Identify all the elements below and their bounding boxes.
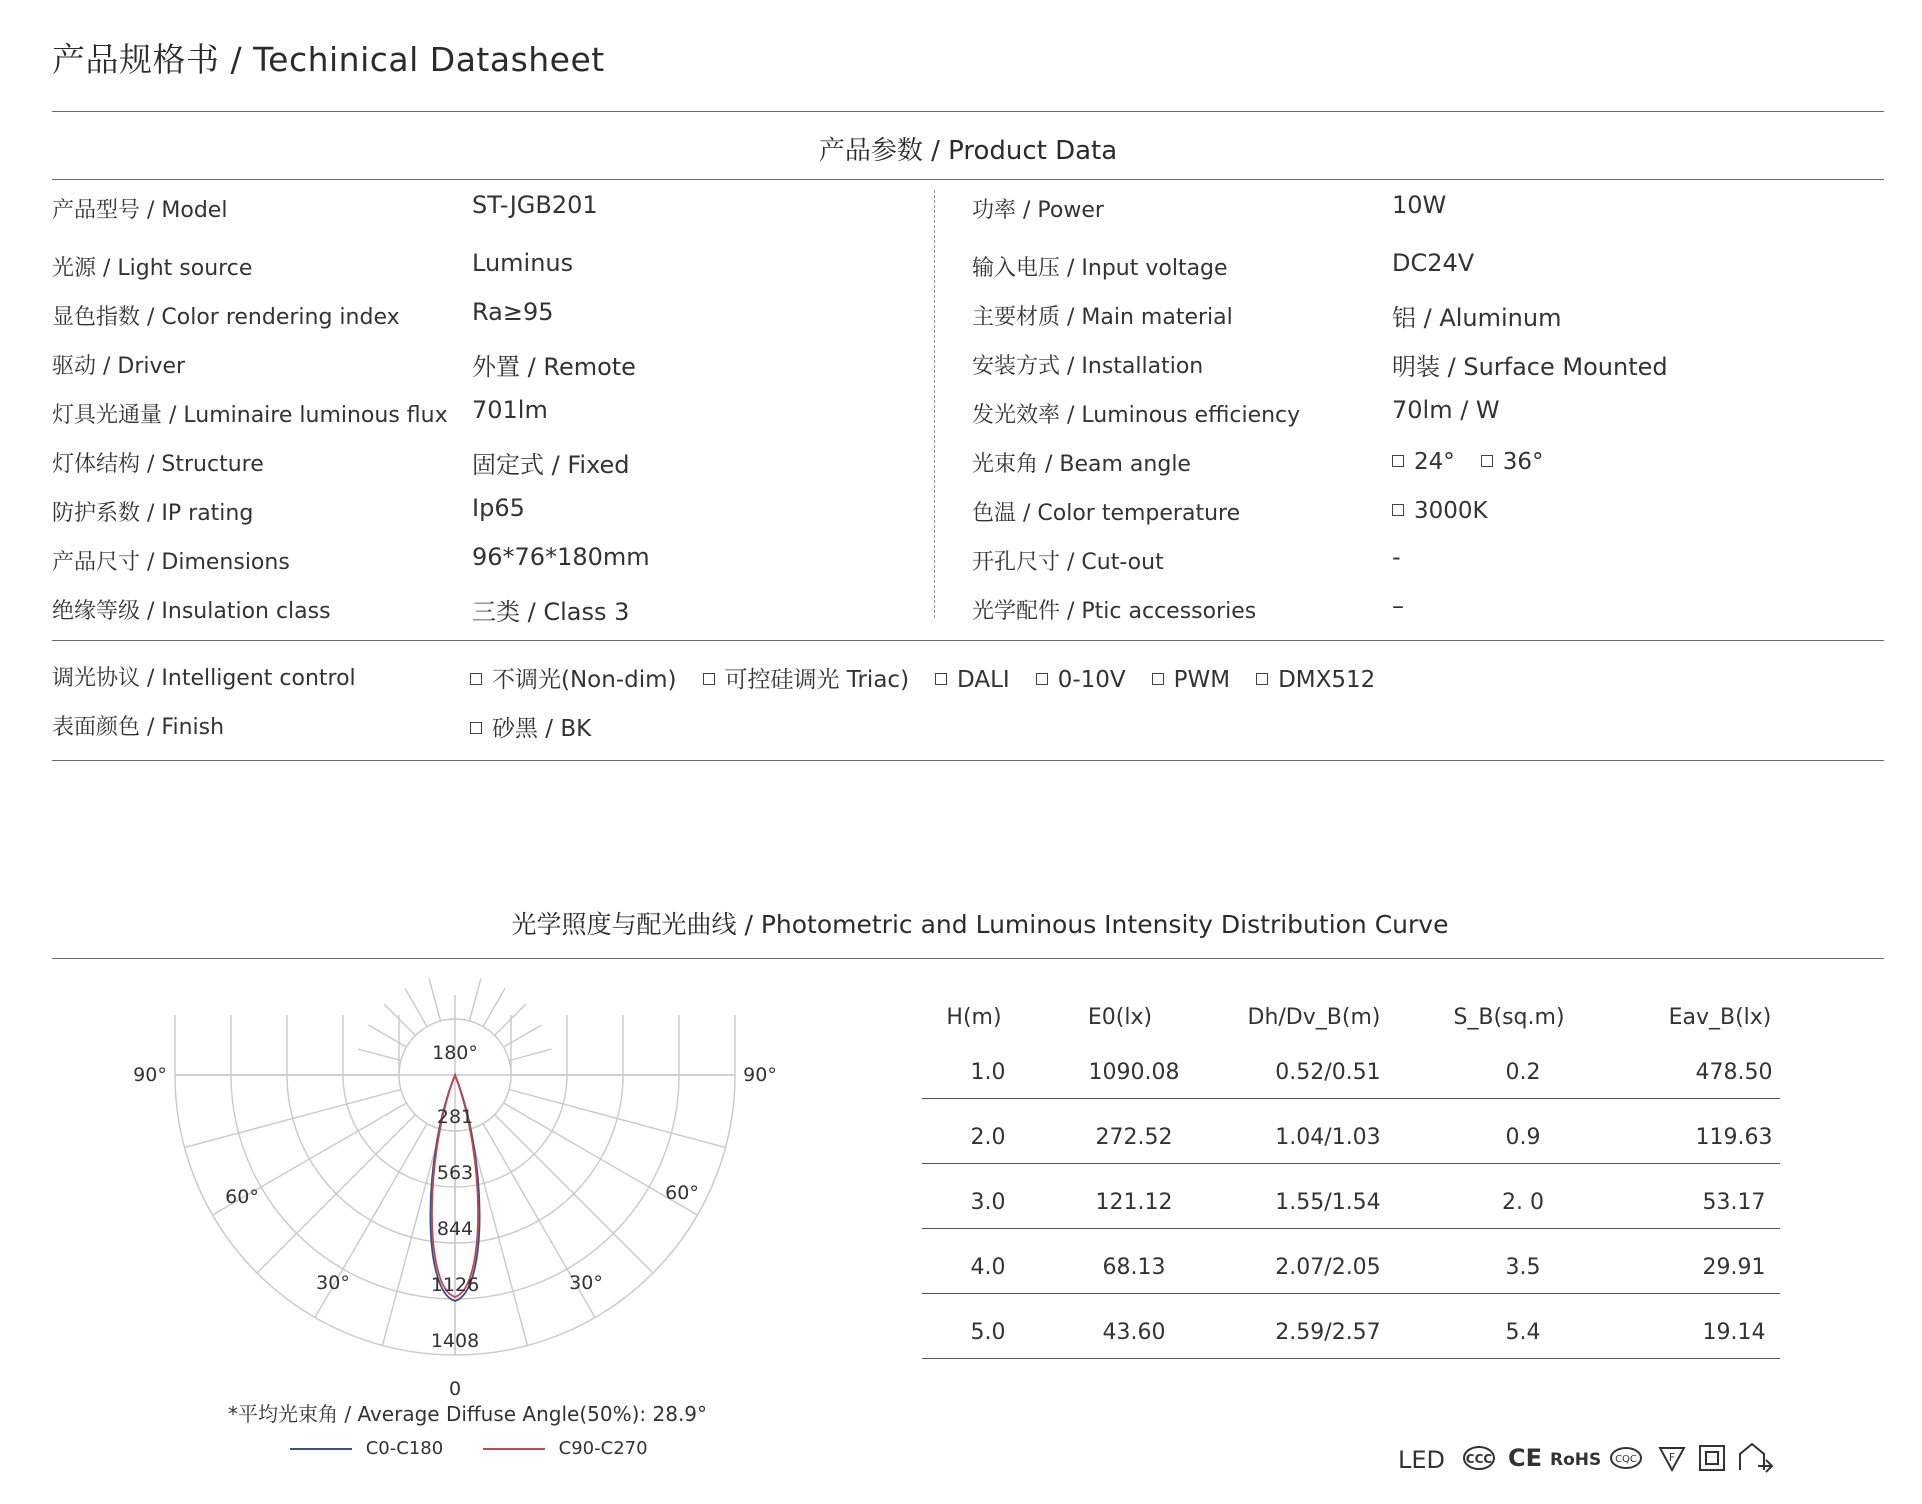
angle-label: 60° [665, 1182, 699, 1204]
grid-spoke [483, 988, 505, 1026]
color-temp-options [1392, 498, 1514, 524]
ring-label: 1126 [430, 1274, 480, 1296]
ring-label: 844 [436, 1218, 474, 1240]
table-cell: 1.0 [970, 1060, 1006, 1085]
grid-spoke [495, 1004, 526, 1035]
left-spec-value: Luminus [472, 249, 574, 277]
right-spec-label: 色温 / Color temperature [972, 501, 1241, 526]
left-spec-value: Ip65 [472, 494, 525, 522]
option-label: PWM [1173, 667, 1231, 693]
control-options [470, 661, 1401, 694]
checkbox [1392, 504, 1404, 516]
table-header-cell: S_B(sq.m) [1453, 1005, 1565, 1030]
grid-spoke [384, 1004, 415, 1035]
angle-label: 30° [569, 1272, 603, 1294]
beam-angle-options [1392, 449, 1570, 475]
angle-label: 30° [316, 1272, 350, 1294]
right-spec-label: 安装方式 / Installation [972, 354, 1204, 379]
option-label: 24° [1414, 449, 1455, 475]
svg-text:CQC: CQC [1615, 1454, 1637, 1465]
grid-spoke [509, 1049, 552, 1060]
right-spec-value: 10W [1392, 191, 1447, 219]
option-label: 0-10V [1057, 667, 1126, 693]
table-cell: 53.17 [1702, 1190, 1766, 1215]
angle-label: 180° [432, 1042, 478, 1064]
diffuse-angle-note: *平均光束角 / Average Diffuse Angle(50%): 28.9° [228, 1402, 708, 1426]
cert-icons [1398, 1440, 1778, 1476]
ring-label: 1408 [430, 1330, 480, 1352]
right-spec-value: DC24V [1392, 249, 1475, 277]
table-cell: 0.2 [1505, 1060, 1541, 1085]
left-spec-label: 产品尺寸 / Dimensions [52, 550, 290, 575]
angle-label: 90° [743, 1064, 777, 1086]
finish-label: 表面颜色 / Finish [52, 715, 225, 740]
page-title: 产品规格书 / Techinical Datasheet [52, 40, 605, 79]
cqc-icon [1611, 1448, 1641, 1468]
table-cell: 478.50 [1695, 1060, 1773, 1085]
left-spec-value: 外置 / Remote [472, 353, 636, 381]
table-cell: 1.55/1.54 [1275, 1190, 1381, 1215]
divider [52, 179, 1884, 180]
photometric-title: 光学照度与配光曲线 / Photometric and Luminous Intensity Distribution Curve [511, 910, 1449, 939]
divider [52, 640, 1884, 641]
table-header-cell: H(m) [946, 1005, 1002, 1030]
left-spec-label: 显色指数 / Color rendering index [52, 305, 400, 330]
ce-icon [1508, 1444, 1542, 1472]
left-spec-label: 防护系数 / IP rating [52, 501, 254, 526]
product-data-title: 产品参数 / Product Data [818, 136, 1118, 166]
left-spec-label: 光源 / Light source [52, 256, 253, 281]
checkbox [470, 722, 482, 734]
table-row [922, 1117, 1780, 1164]
led-mark: LED [1398, 1446, 1446, 1474]
left-spec-value: 固定式 / Fixed [472, 451, 630, 479]
table-row [922, 1052, 1780, 1099]
option [470, 661, 677, 694]
right-spec-value: – [1392, 592, 1404, 620]
grid-spoke [405, 988, 427, 1026]
class-ii-icon [1700, 1446, 1724, 1470]
grid-spoke [358, 1049, 401, 1060]
divider [52, 760, 1884, 761]
right-spec-value: - [1392, 543, 1401, 571]
left-spec-label: 绝缘等级 / Insulation class [52, 599, 331, 624]
svg-text:RoHS: RoHS [1550, 1450, 1602, 1470]
option [1481, 449, 1544, 475]
f-mark-icon [1660, 1448, 1684, 1470]
left-spec-value: 701lm [472, 396, 548, 424]
chart-legend [290, 1438, 648, 1459]
left-spec-value: ST-JGB201 [472, 191, 598, 219]
table-cell: 5.0 [970, 1320, 1006, 1345]
certification-marks [1398, 1440, 1778, 1476]
right-spec-label: 开孔尺寸 / Cut-out [972, 550, 1164, 575]
legend-label-c90: C90-C270 [558, 1438, 648, 1459]
checkbox [1152, 673, 1164, 685]
divider [52, 958, 1884, 959]
table-cell: 119.63 [1695, 1125, 1773, 1150]
right-spec-value: 70lm / W [1392, 396, 1500, 424]
table-cell: 68.13 [1102, 1255, 1166, 1280]
finish-options [470, 710, 617, 743]
grid-spoke [495, 1115, 653, 1273]
table-cell: 5.4 [1505, 1320, 1541, 1345]
angle-label: 60° [225, 1186, 259, 1208]
legend-label-c0: C0-C180 [365, 1438, 444, 1459]
option-label: 3000K [1414, 498, 1488, 524]
table-cell: 2. 0 [1502, 1190, 1544, 1215]
option [1392, 449, 1455, 475]
table-cell: 4.0 [970, 1255, 1006, 1280]
left-spec-value: Ra≥95 [472, 298, 554, 326]
option [470, 710, 591, 743]
grid-spoke [257, 1115, 415, 1273]
svg-text:CE: CE [1508, 1444, 1543, 1472]
table-cell: 272.52 [1095, 1125, 1173, 1150]
ring-label: 281 [436, 1106, 474, 1128]
left-spec-label: 驱动 / Driver [52, 354, 186, 379]
table-cell: 1090.08 [1088, 1060, 1180, 1085]
checkbox [1481, 455, 1493, 467]
grid-spoke [503, 1025, 541, 1047]
table-cell: 121.12 [1095, 1190, 1173, 1215]
table-row [922, 1312, 1780, 1359]
divider [52, 111, 1884, 112]
table-row [922, 1247, 1780, 1294]
grid-spoke [509, 1089, 725, 1147]
table-header-cell: Eav_B(lx) [1668, 1005, 1772, 1030]
indoor-use-icon [1740, 1444, 1772, 1472]
table-header-cell: E0(lx) [1087, 1005, 1153, 1030]
grid-spoke [429, 978, 440, 1021]
left-spec-value: 三类 / Class 3 [472, 598, 630, 626]
option [1152, 667, 1230, 693]
left-spec-value: 96*76*180mm [472, 543, 650, 571]
control-label: 调光协议 / Intelligent control [52, 666, 356, 691]
table-cell: 2.59/2.57 [1275, 1320, 1381, 1345]
right-spec-label: 光束角 / Beam angle [972, 452, 1191, 477]
option [1256, 667, 1375, 693]
option-label: DMX512 [1278, 667, 1376, 693]
option-label: 36° [1502, 449, 1544, 475]
table-cell: 43.60 [1102, 1320, 1166, 1345]
option-label: 可控硅调光 Triac) [724, 667, 910, 693]
rohs-icon [1550, 1450, 1601, 1470]
option [935, 667, 1010, 693]
ring-label: 563 [436, 1162, 474, 1184]
table-header-cell: Dh/Dv_B(m) [1247, 1005, 1381, 1030]
grid-spoke [469, 978, 480, 1021]
checkbox [1392, 455, 1404, 467]
ccc-icon [1464, 1447, 1494, 1469]
angle-label: 90° [133, 1064, 167, 1086]
table-cell: 3.0 [970, 1190, 1006, 1215]
option [1036, 667, 1126, 693]
checkbox [1036, 673, 1048, 685]
right-spec-label: 功率 / Power [972, 198, 1104, 223]
option [703, 661, 910, 694]
grid-spoke [185, 1089, 401, 1147]
right-spec-value: 铝 / Aluminum [1392, 304, 1562, 332]
table-cell: 29.91 [1702, 1255, 1766, 1280]
legend-swatch-c0 [290, 1448, 352, 1450]
table-cell: 19.14 [1702, 1320, 1766, 1345]
table-cell: 2.07/2.05 [1275, 1255, 1381, 1280]
option-label: 砂黑 / BK [492, 716, 592, 742]
svg-text:F: F [1668, 1451, 1676, 1464]
table-row [922, 1182, 1780, 1229]
left-spec-label: 灯具光通量 / Luminaire luminous flux [52, 403, 448, 428]
left-spec-label: 产品型号 / Model [52, 198, 228, 223]
right-spec-label: 光学配件 / Ptic accessories [972, 599, 1257, 624]
legend-swatch-c90 [483, 1448, 545, 1450]
option-label: 不调光(Non-dim) [492, 667, 677, 693]
table-cell: 2.0 [970, 1125, 1006, 1150]
option-label: DALI [957, 667, 1010, 693]
column-separator [934, 190, 935, 618]
table-cell: 3.5 [1505, 1255, 1541, 1280]
right-spec-label: 发光效率 / Luminous efficiency [972, 403, 1301, 428]
left-spec-label: 灯体结构 / Structure [52, 452, 264, 477]
right-spec-label: 输入电压 / Input voltage [972, 256, 1228, 281]
option [1392, 498, 1488, 524]
svg-text:CCC: CCC [1465, 1452, 1493, 1466]
checkbox [935, 673, 947, 685]
table-cell: 0.52/0.51 [1275, 1060, 1381, 1085]
table-cell: 1.04/1.03 [1275, 1125, 1381, 1150]
checkbox [470, 673, 482, 685]
table-cell: 0.9 [1505, 1125, 1541, 1150]
checkbox [703, 673, 715, 685]
angle-label: 0 [448, 1378, 462, 1400]
right-spec-value: 明装 / Surface Mounted [1392, 353, 1668, 381]
grid-spoke [368, 1025, 406, 1047]
right-spec-label: 主要材质 / Main material [972, 305, 1233, 330]
checkbox [1256, 673, 1268, 685]
